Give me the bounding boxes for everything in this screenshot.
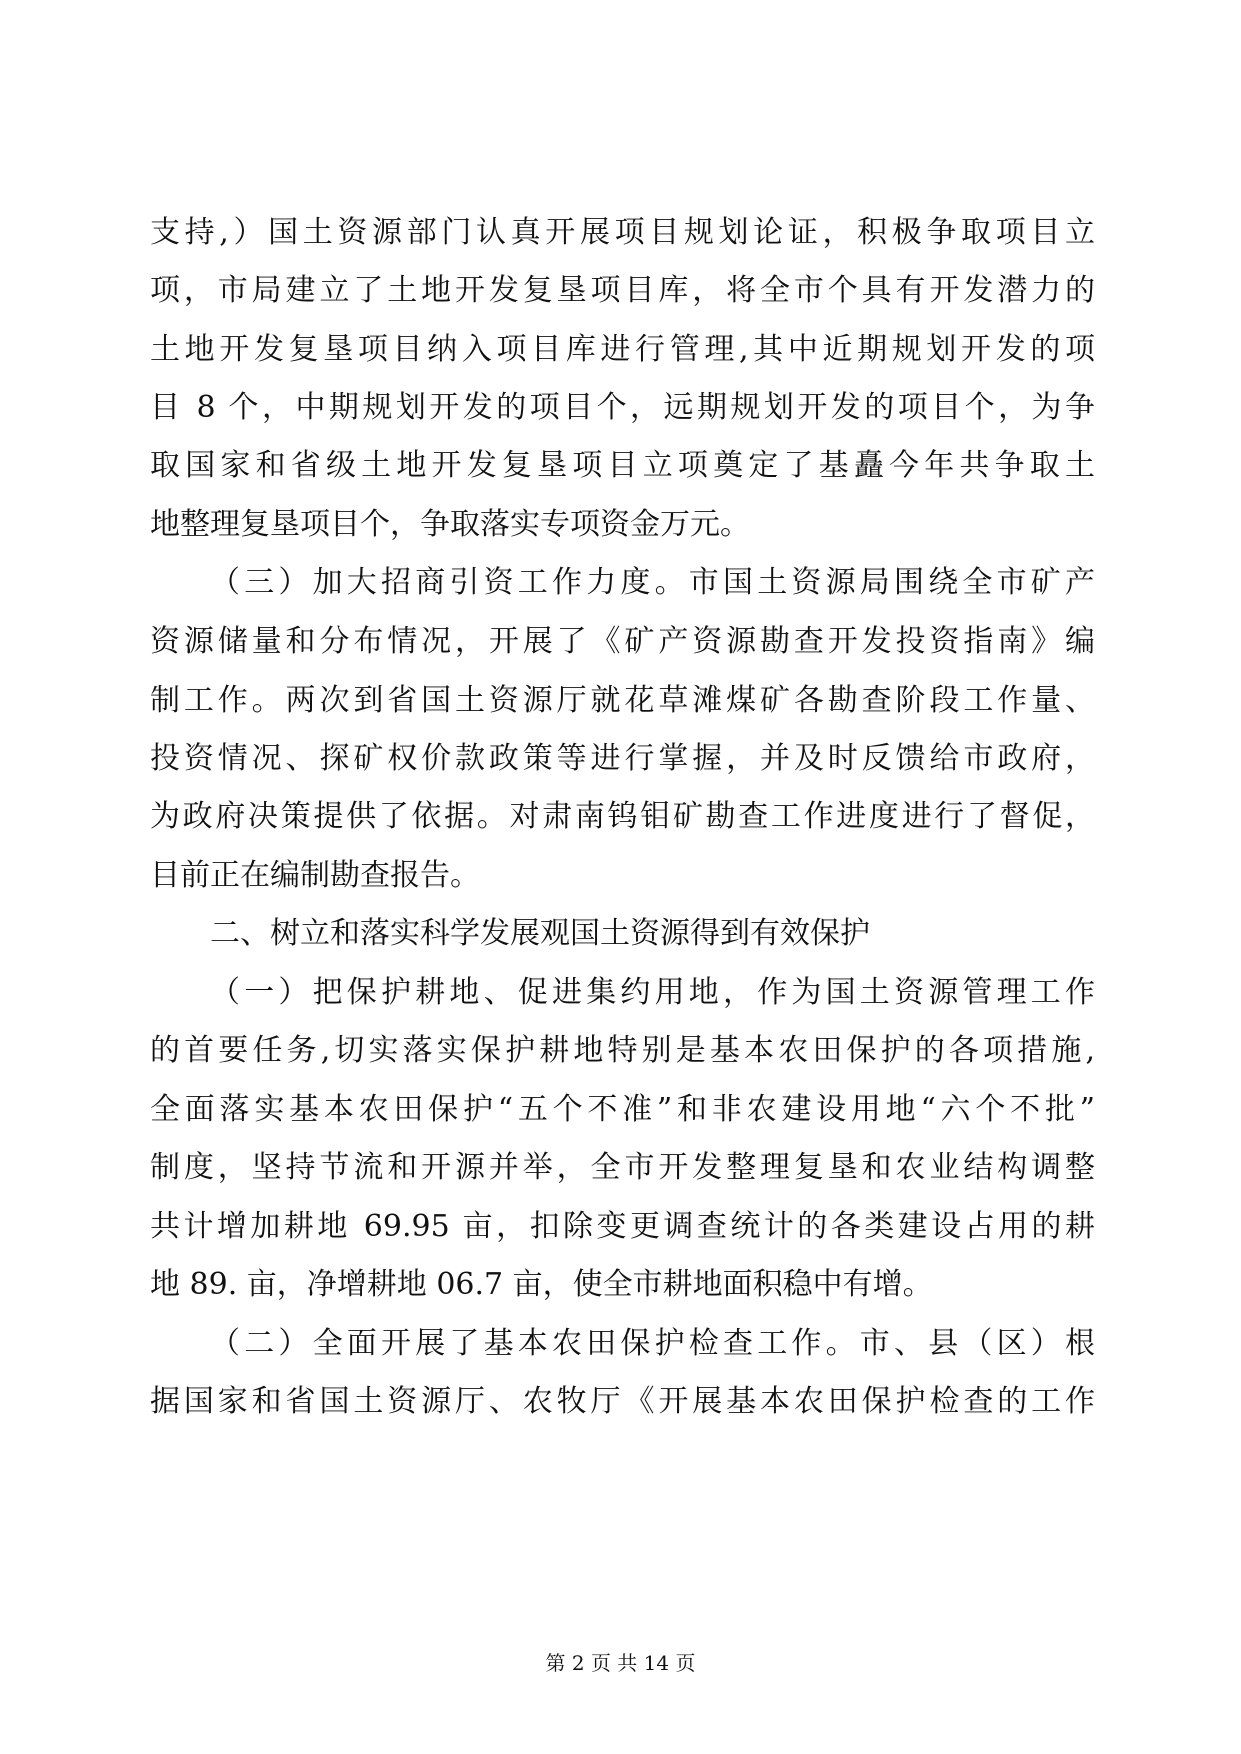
text-line: 目 8 个，中期规划开发的项目个，远期规划开发的项目个，为争 [150, 390, 1095, 425]
text-line: 项，市局建立了土地开发复垦项目库，将全市个具有开发潜力的 [150, 273, 1095, 308]
text-line: 二、树立和落实科学发展观国土资源得到有效保护 [210, 916, 870, 951]
text-line: 共计增加耕地 69.95 亩，扣除变更调查统计的各类建设占用的耕 [150, 1209, 1095, 1244]
text-line: （一）把保护耕地、促进集约用地，作为国土资源管理工作 [210, 975, 1095, 1010]
text-line: 的首要任务,切实落实保护耕地特别是基本农田保护的各项措施, [150, 1033, 1095, 1068]
text-line: 地 89. 亩，净增耕地 06.7 亩，使全市耕地面积稳中有增。 [150, 1267, 933, 1302]
text-line: （二）全面开展了基本农田保护检查工作。市、县（区）根 [210, 1326, 1095, 1361]
text-line: 目前正在编制勘查报告。 [150, 858, 480, 893]
text-line: 取国家和省级土地开发复垦项目立项奠定了基矗今年共争取土 [150, 448, 1095, 483]
text-line: 据国家和省国土资源厅、农牧厅《开展基本农田保护检查的工作 [150, 1384, 1095, 1419]
text-line: 支持,）国土资源部门认真开展项目规划论证，积极争取项目立 [150, 215, 1095, 250]
text-line: 全面落实基本农田保护“五个不准”和非农建设用地“六个不批” [150, 1092, 1095, 1127]
text-line: 资源储量和分布情况，开展了《矿产资源勘查开发投资指南》编 [150, 624, 1095, 659]
text-line: 为政府决策提供了依据。对肃南钨钼矿勘查工作进度进行了督促， [150, 799, 1095, 834]
text-line: 制工作。两次到省国土资源厅就花草滩煤矿各勘查阶段工作量、 [150, 683, 1095, 718]
text-line: 地整理复垦项目个，争取落实专项资金万元。 [150, 507, 750, 542]
text-line: 制度，坚持节流和开源并举，全市开发整理复垦和农业结构调整 [150, 1150, 1095, 1185]
text-line: 土地开发复垦项目纳入项目库进行管理,其中近期规划开发的项 [150, 332, 1095, 367]
text-line: 投资情况、探矿权价款政策等进行掌握，并及时反馈给市政府， [150, 741, 1095, 776]
page-footer: 第 2 页 共 14 页 [545, 1651, 696, 1675]
text-line: （三）加大招商引资工作力度。市国土资源局围绕全市矿产 [210, 565, 1095, 600]
